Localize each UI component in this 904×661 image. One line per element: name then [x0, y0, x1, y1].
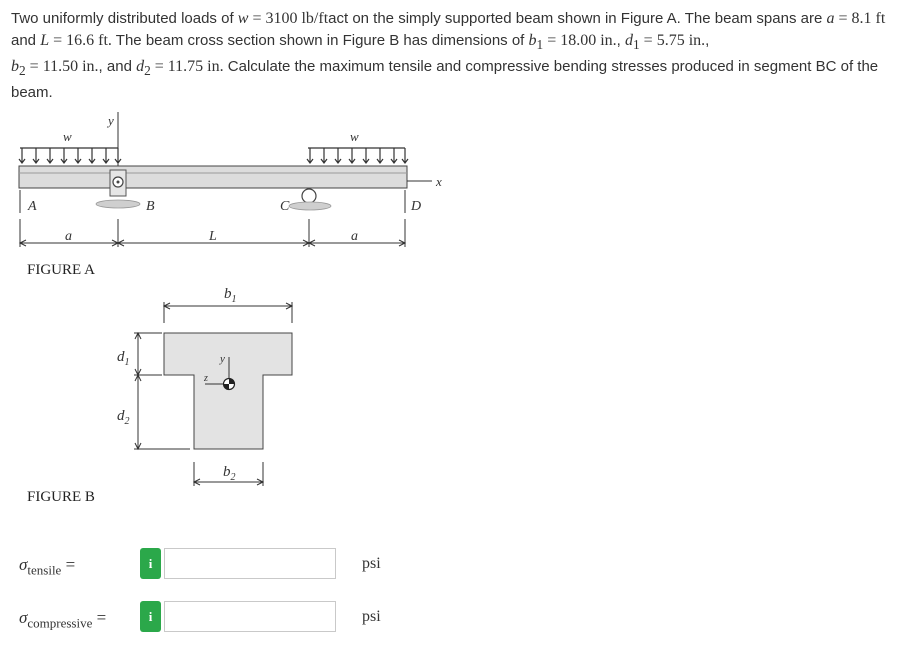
var-b2: $b_2 = 11.50$ in.: [11, 58, 99, 79]
load-label-right: w: [350, 129, 359, 144]
tensile-info-button[interactable]: i: [140, 548, 161, 579]
tensile-label: $\sigma_{tensile}$ =: [19, 555, 76, 578]
t-cross-section: [164, 333, 292, 449]
roller-support-c: [289, 189, 331, 210]
section-y-axis-label: y: [220, 353, 225, 365]
problem-text: act on the simply supported beam shown in Figure A. The beam spans are: [328, 10, 827, 27]
load-arrows-left: [19, 148, 121, 163]
dim-label-d2: $d_2$: [117, 408, 130, 427]
tensile-stress-input[interactable]: [164, 548, 336, 579]
y-axis-label: y: [108, 113, 114, 128]
figure-b-caption: FIGURE B: [27, 489, 95, 505]
problem-text: Two uniformly distributed loads of: [11, 10, 238, 27]
tensile-answer-row: [0, 547, 904, 581]
problem-text: Calculate the maximum tensile and compressive bending stresses produced in segment BC of the beam.: [11, 58, 879, 102]
var-L: L = 16.6 ft.: [40, 32, 112, 49]
point-label-c: C: [280, 199, 290, 214]
section-z-axis-label: z: [204, 373, 208, 384]
load-label-left: w: [63, 129, 72, 144]
beam: [19, 166, 407, 188]
problem-text: and: [11, 32, 41, 49]
tensile-unit: psi: [362, 555, 381, 572]
dimension-b1: [164, 302, 292, 323]
var-d2: $d_2 = 11.75$ in.: [136, 58, 224, 79]
x-axis-label: x: [436, 174, 442, 189]
compressive-info-button[interactable]: i: [140, 601, 161, 632]
var-a: a = 8.1 ft: [826, 10, 886, 27]
dim-label-d1: $d_1$: [117, 349, 130, 368]
dim-label-b2: $b_2$: [223, 464, 236, 483]
dim-label-b1: $b_1$: [224, 286, 237, 305]
dim-label-L: L: [209, 229, 217, 244]
point-label-d: D: [411, 199, 422, 214]
problem-text: , and: [98, 58, 137, 76]
var-w: w = 3100 lb/ft: [237, 10, 329, 27]
dim-label-a-right: a: [351, 229, 358, 244]
problem-text: ,: [616, 32, 625, 49]
figure-a-caption: FIGURE A: [27, 262, 95, 278]
problem-text: The beam cross section shown in Figure B has dimensions of: [111, 32, 529, 49]
compressive-unit: psi: [362, 608, 381, 625]
dim-label-a-left: a: [65, 229, 72, 244]
var-d1: $d_1 = 5.75$ in.: [625, 32, 706, 53]
load-arrows-right: [307, 148, 408, 163]
compressive-answer-row: [0, 600, 904, 634]
problem-text: ,: [705, 32, 710, 49]
compressive-stress-input[interactable]: [164, 601, 336, 632]
point-label-b: B: [146, 199, 155, 214]
var-b1: $b_1 = 18.00$ in.: [528, 32, 617, 53]
compressive-label: $\sigma_{compressive}$ =: [19, 608, 107, 631]
point-label-a: A: [28, 199, 37, 214]
